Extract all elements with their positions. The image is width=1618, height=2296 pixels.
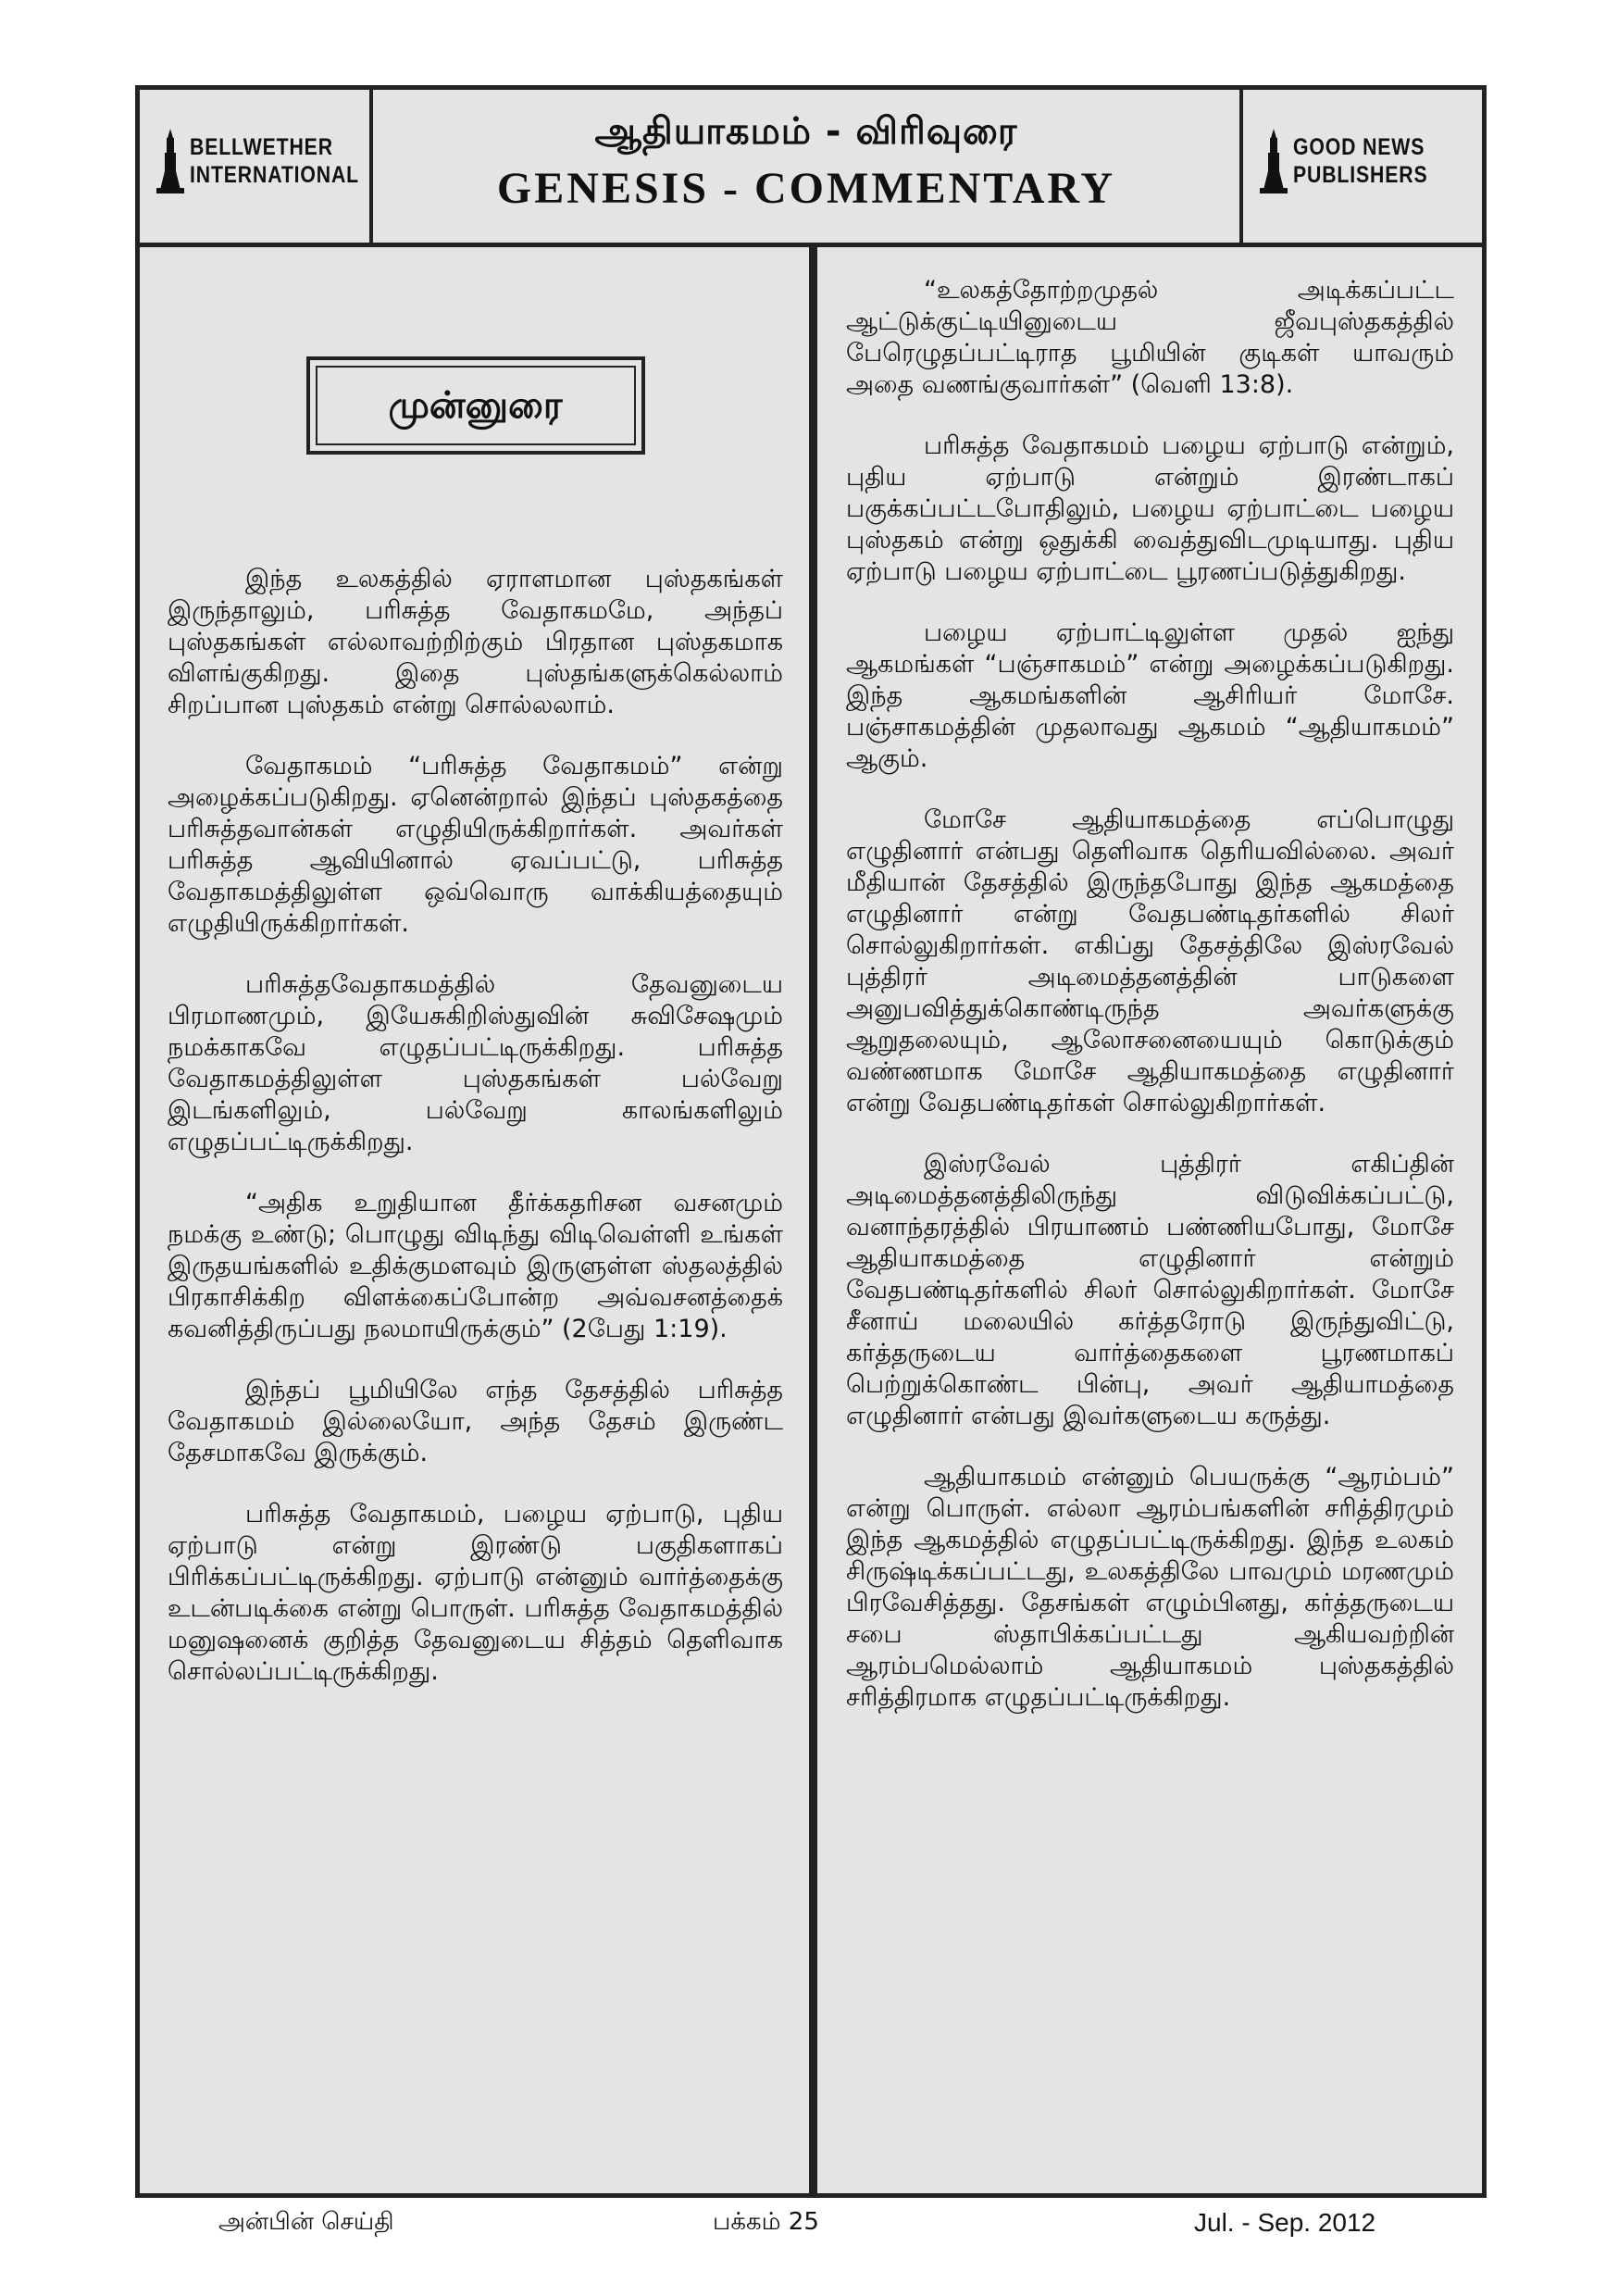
right-column — [818, 247, 1482, 2193]
right-logo-box — [1243, 90, 1482, 243]
paragraph: இஸ்ரவேல் புத்திரர் எகிப்தின் அடிமைத்தனத்திலிருந்து விடுவிக்கப்பட்டு, வனாந்தரத்தில் பிரயாணம் பண்ணியபோது, மோசே ஆதியாகமத்தை எழுதினார் என்றும் வேதபண்டிதர்களில் சிலர் சொல்லுகிறார்கள். மோசே சீனாய் மலையில் கர்த்தரோடு இருந்துவிட்டு, கர்த்தருடைய வார்த்தைகளை பூரணமாகப் பெற்றுக்கொண்ட பின்பு, அவர் ஆதியாமத்தை எழுதினார் என்பது இவர்களுடைய கருத்து. — [846, 1150, 1454, 1430]
column-divider — [809, 247, 817, 2193]
page-frame — [135, 85, 1487, 2198]
title-english: GENESIS - COMMENTARY — [496, 164, 1116, 213]
paragraph: “உலகத்தோற்றமுதல் அடிக்கப்பட்ட ஆட்டுக்குட்டியினுடைய ஜீவபுஸ்தகத்தில் பேரெழுதப்பட்டிராத பூமியின் குடிகள் யாவரும் அதை வணங்குவார்கள்” (வெளி 13:8). — [846, 276, 1454, 399]
section-title: முன்னுரை — [388, 384, 563, 427]
bell-tower-icon — [156, 129, 184, 193]
left-logo-line1: BELLWETHER — [190, 134, 333, 160]
paragraph: பரிசுத்தவேதாகமத்தில் தேவனுடைய பிரமாணமும், இயேசுகிறிஸ்துவின் சுவிசேஷமும் நமக்காகவே எழுதப்பட்டிருக்கிறது. பரிசுத்த வேதாகமத்திலுள்ள புஸ்தகங்கள் பல்வேறு இடங்களிலும், பல்வேறு காலங்களிலும் எழுதப்பட்டிருக்கிறது. — [168, 970, 783, 1156]
paragraph: பரிசுத்த வேதாகமம் பழைய ஏற்பாடு என்றும், புதிய ஏற்பாடு என்றும் இரண்டாகப் பகுக்கப்பட்டபோதிலும், பழைய ஏற்பாட்டை பழைய புஸ்தகம் என்று ஒதுக்கி வைத்துவிடமுடியாது. புதிய ஏற்பாடு பழைய ஏற்பாட்டை பூரணப்படுத்துகிறது. — [846, 431, 1454, 586]
paragraph: வேதாகமம் “பரிசுத்த வேதாகமம்” என்று அழைக்கப்படுகிறது. ஏனென்றால் இந்தப் புஸ்தகத்தை பரிசுத்தவான்கள் எழுதியிருக்கிறார்கள். அவர்கள் பரிசுத்த ஆவியினால் ஏவப்பட்டு, பரிசுத்த வேதாகமத்திலுள்ள ஒவ்வொரு வாக்கியத்தையும் எழுதியிருக்கிறார்கள். — [168, 752, 783, 938]
page-footer — [0, 2208, 1618, 2245]
paragraph: மோசே ஆதியாகமத்தை எப்பொழுது எழுதினார் என்பது தெளிவாக தெரியவில்லை. அவர் மீதியான் தேசத்தில் இருந்தபோது இந்த ஆகமத்தை எழுதினார் என்று வேதபண்டிதர்களில் சிலர் சொல்லுகிறார்கள். எகிப்து தேசத்திலே இஸ்ரவேல் புத்திரர் அடிமைத்தனத்தின் பாடுகளை அனுபவித்துக்கொண்டிருந்த அவர்களுக்கு ஆறுதலையும், ஆலோசனையையும் கொடுக்கும் வண்ணமாக மோசே ஆதியாகமத்தை எழுதினார் என்று வேதபண்டிதர்கள் சொல்லுகிறார்கள். — [846, 805, 1454, 1117]
left-logo-line2: INTERNATIONAL — [190, 162, 360, 188]
footer-issue: Jul. - Sep. 2012 — [1194, 2208, 1376, 2237]
paragraph: இந்த உலகத்தில் ஏராளமான புஸ்தகங்கள் இருந்தாலும், பரிசுத்த வேதாகமமே, அந்தப் புஸ்தகங்கள் எல்லாவற்றிற்கும் பிரதான புஸ்தகமாக விளங்குகிறது. இதை புஸ்தங்களுக்கெல்லாம் சிறப்பான புஸ்தகம் என்று சொல்லலாம். — [168, 565, 783, 719]
left-logo-box — [140, 90, 373, 243]
bell-tower-icon — [1260, 129, 1288, 193]
right-logo-line2: PUBLISHERS — [1293, 162, 1428, 188]
footer-page-number: பக்கம் 25 — [713, 2208, 819, 2236]
paragraph: இந்தப் பூமியிலே எந்த தேசத்தில் பரிசுத்த வேதாகமம் இல்லையோ, அந்த தேசம் இருண்ட தேசமாகவே இருக்கும். — [168, 1376, 783, 1467]
page-header — [140, 90, 1482, 247]
paragraph: பழைய ஏற்பாட்டிலுள்ள முதல் ஐந்து ஆகமங்கள் “பஞ்சாகமம்” என்று அழைக்கப்படுகிறது. இந்த ஆகமங்களின் ஆசிரியர் மோசே. பஞ்சாகமத்தின் முதலாவது ஆகமம் “ஆதியாகமம்” ஆகும். — [846, 618, 1454, 773]
footer-magazine: அன்பின் செய்தி — [218, 2208, 394, 2236]
right-logo-line1: GOOD NEWS — [1293, 134, 1425, 160]
paragraph: ஆதியாகமம் என்னும் பெயருக்கு “ஆரம்பம்” என்று பொருள். எல்லா ஆரம்பங்களின் சரித்திரமும் இந்த ஆகமத்தில் எழுதப்பட்டிருக்கிறது. இந்த உலகம் சிருஷ்டிக்கப்பட்டது, உலகத்திலே பாவமும் மரணமும் பிரவேசித்தது. தேசங்கள் எழும்பினது, கர்த்தருடைய சபை ஸ்தாபிக்கப்பட்டது ஆகியவற்றின் ஆரம்பமெல்லாம் ஆதியாகமம் புஸ்தகத்தில் சரித்திரமாக எழுதப்பட்டிருக்கிறது. — [846, 1463, 1454, 1712]
good-news-logo — [1260, 129, 1451, 193]
title-box — [373, 90, 1243, 243]
title-tamil: ஆதியாகமம் - விரிவுரை — [594, 110, 1018, 153]
left-column — [140, 247, 811, 2193]
section-title-box — [306, 356, 645, 455]
paragraph: “அதிக உறுதியான தீர்க்கதரிசன வசனமும் நமக்கு உண்டு; பொழுது விடிந்து விடிவெள்ளி உங்கள் இருதயங்களில் உதிக்குமளவும் இருளுள்ள ஸ்தலத்தில் பிரகாசிக்கிற விளக்கைப்போன்ற அவ்வசனத்தைக் கவனித்திருப்பது நலமாயிருக்கும்” (2பேது 1:19). — [168, 1189, 783, 1343]
paragraph: பரிசுத்த வேதாகமம், பழைய ஏற்பாடு, புதிய ஏற்பாடு என்று இரண்டு பகுதிகளாகப் பிரிக்கப்பட்டிருக்கிறது. ஏற்பாடு என்னும் வார்த்தைக்கு உடன்படிக்கை என்று பொருள். பரிசுத்த வேதாகமத்தில் மனுஷனைக் குறித்த தேவனுடைய சித்தம் தெளிவாக சொல்லப்பட்டிருக்கிறது. — [168, 1500, 783, 1686]
bellwether-logo — [156, 129, 389, 193]
